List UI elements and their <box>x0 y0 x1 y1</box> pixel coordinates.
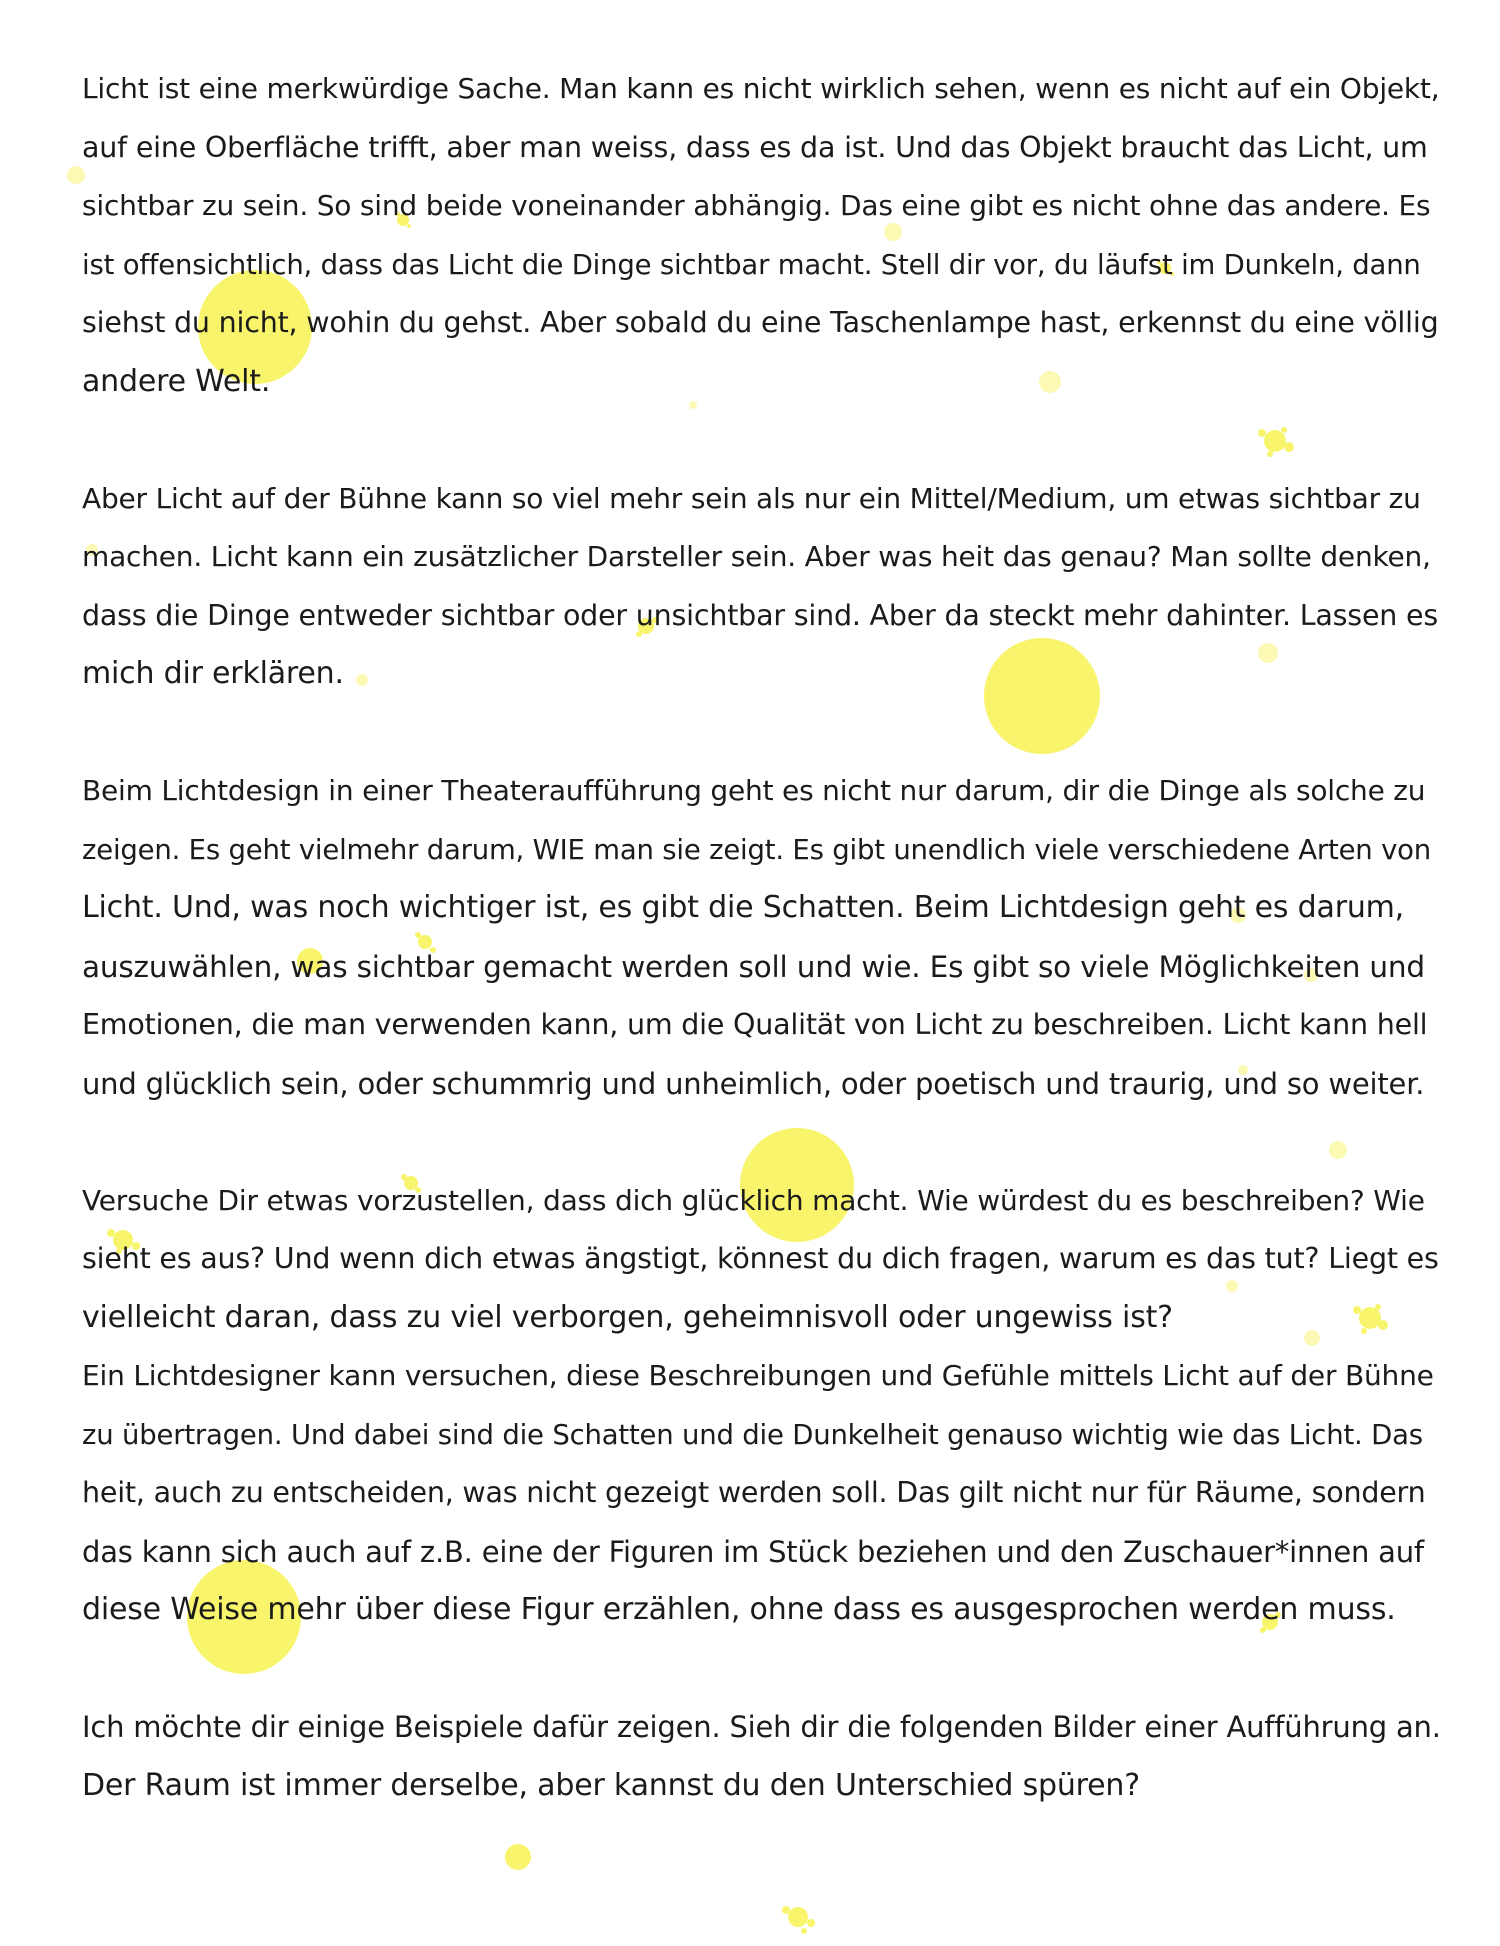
text-line: siehst du nicht, wohin du gehst. Aber sobald du eine Taschenlampe hast, erkennst du eine völlig <box>82 306 1439 339</box>
text-line: mich dir erklären. <box>82 656 344 691</box>
text-line: auszuwählen, was sichtbar gemacht werden soll und wie. Es gibt so viele Möglichkeiten und <box>82 949 1425 984</box>
text-line: machen. Licht kann ein zusätzlicher Darsteller sein. Aber was heit das genau? Man sollte denken, <box>82 540 1431 573</box>
text-line: andere Welt. <box>82 363 271 399</box>
text-line: Versuche Dir etwas vorzustellen, dass dich glücklich macht. Wie würdest du es beschreiben? Wie <box>82 1183 1425 1217</box>
paragraph-light-design <box>82 762 1442 1113</box>
text-line: Aber Licht auf der Bühne kann so viel mehr sein als nur ein Mittel/Medium, um etwas sichtbar zu <box>82 481 1421 515</box>
text-line: zu übertragen. Und dabei sind die Schatten und die Dunkelheit genauso wichtig wie das Licht. Das <box>82 1418 1423 1451</box>
text-line: Emotionen, die man verwenden kann, um die Qualität von Licht zu beschreiben. Licht kann hell <box>82 1008 1428 1041</box>
text-line: dass die Dinge entweder sichtbar oder unsichtbar sind. Aber da steckt mehr dahinter. Lassen es <box>82 598 1438 632</box>
paragraph-spacer <box>82 411 1442 470</box>
text-line: Ein Lichtdesigner kann versuchen, diese Beschreibungen und Gefühle mittels Licht auf der Bühne <box>82 1359 1434 1392</box>
text-line: heit, auch zu entscheiden, was nicht gezeigt werden soll. Das gilt nicht nur für Räume, sondern <box>82 1476 1426 1509</box>
paint-splatter <box>505 1844 531 1870</box>
text-line: diese Weise mehr über diese Figur erzählen, ohne dass es ausgesprochen werden muss. <box>82 1592 1396 1627</box>
text-line: Beim Lichtdesign in einer Theateraufführung geht es nicht nur darum, dir die Dinge als solche zu <box>82 774 1426 807</box>
text-line: ist offensichtlich, dass das Licht die Dinge sichtbar macht. Stell dir vor, du läufst im Dunkeln, dann <box>82 248 1421 281</box>
paragraph-spacer <box>82 1113 1442 1172</box>
text-line: vielleicht daran, dass zu viel verborgen, geheimnisvoll oder ungewiss ist? <box>82 1299 1173 1335</box>
body-text <box>82 60 1442 1815</box>
text-line: Licht. Und, was noch wichtiger ist, es gibt die Schatten. Beim Lichtdesign geht es darum, <box>82 890 1405 925</box>
paragraph-spacer <box>82 1640 1442 1699</box>
text-line: Licht ist eine merkwürdige Sache. Man kann es nicht wirklich sehen, wenn es nicht auf ein Objekt, <box>82 72 1440 105</box>
paragraph-imagine <box>82 1172 1442 1640</box>
paragraph-stage-light <box>82 470 1442 704</box>
text-line: und glücklich sein, oder schummrig und unheimlich, oder poetisch und traurig, und so weiter. <box>82 1066 1425 1101</box>
paragraph-spacer <box>82 704 1442 763</box>
text-line: das kann sich auch auf z.B. eine der Figuren im Stück beziehen und den Zuschauer*innen auf <box>82 1534 1424 1569</box>
paint-splatter <box>782 1906 815 1934</box>
text-line: zeigen. Es geht vielmehr darum, WIE man sie zeigt. Es gibt unendlich viele verschiedene Arten von <box>82 833 1432 866</box>
text-line: sieht es aus? Und wenn dich etwas ängstigt, könnest du dich fragen, warum es das tut? Liegt es <box>82 1242 1439 1275</box>
text-line: Der Raum ist immer derselbe, aber kannst du den Unterschied spüren? <box>82 1767 1140 1803</box>
paragraph-examples <box>82 1698 1442 1815</box>
text-line: Ich möchte dir einige Beispiele dafür zeigen. Sieh dir die folgenden Bilder einer Aufführung an. <box>82 1710 1441 1744</box>
text-line: sichtbar zu sein. So sind beide voneinander abhängig. Das eine gibt es nicht ohne das andere. Es <box>82 189 1431 222</box>
paragraph-light-intro <box>82 60 1442 411</box>
text-line: auf eine Oberfläche trifft, aber man weiss, dass es da ist. Und das Objekt braucht das Licht, um <box>82 130 1428 164</box>
